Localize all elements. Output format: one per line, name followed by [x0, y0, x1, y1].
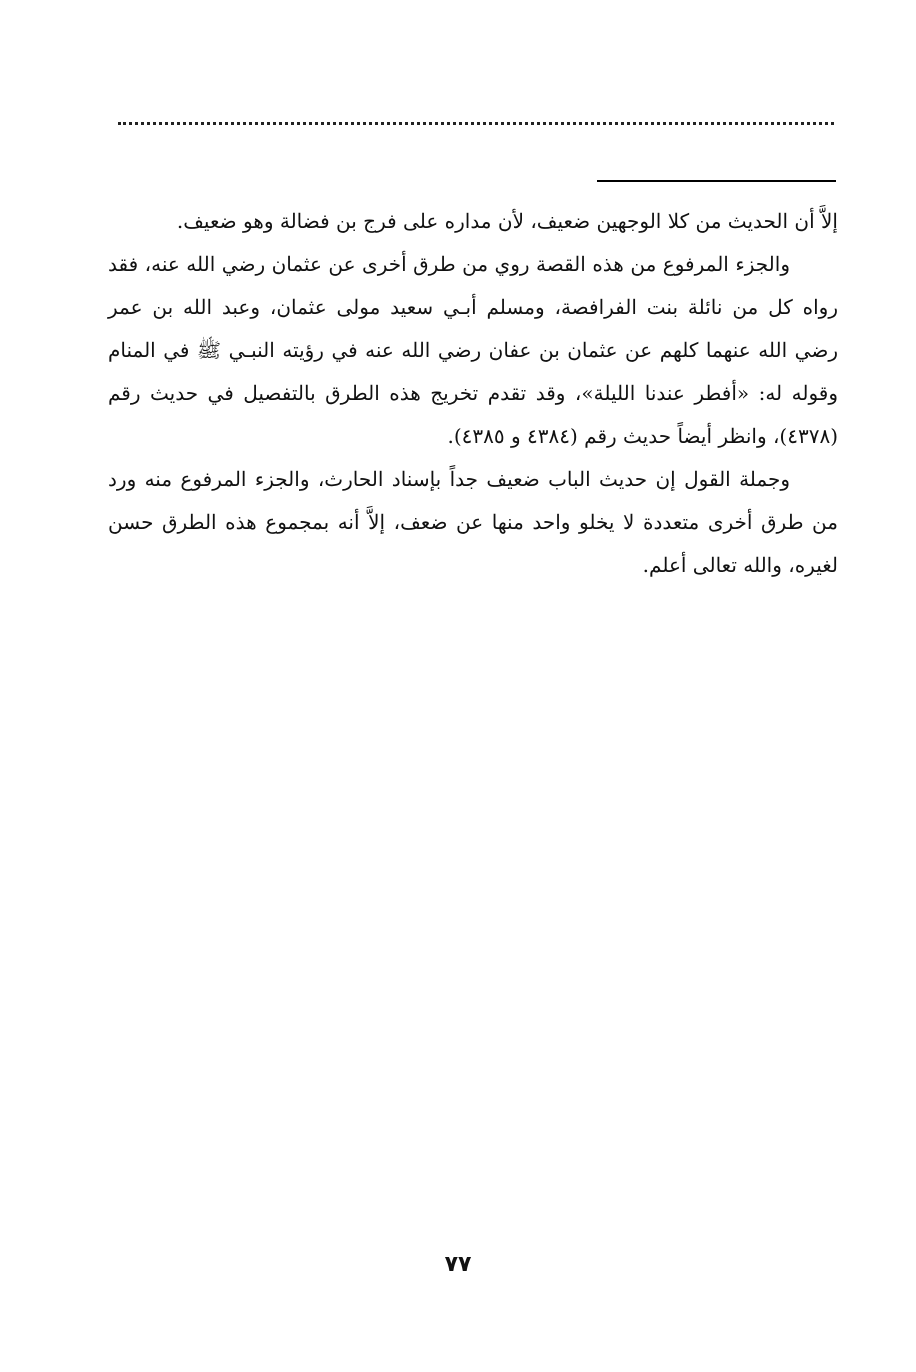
footnote-paragraph: إلاَّ أن الحديث من كلا الوجهين ضعيف، لأن مداره على فرج بن فضالة وهو ضعيف. — [176, 209, 838, 233]
footnote-text — [108, 200, 838, 587]
footnote-paragraph: والجزء المرفوع من هذه القصة روي من طرق أخرى عن عثمان رضي الله عنه، فقد رواه كل من نائلة بنت الفرافصة، ومسلم أبـي سعيد مولى عثمان، وعبد الله بن عمر رضي الله عنهما كلهم عن عثمان بن عفان رضي الله عنه في رؤيته النبـي ﷺ في المنام وقوله له: «أفطر عندنا الليلة»، وقد تقدم تخريج هذه الطرق بالتفصيل في حديث رقم (٤٣٧٨)، وانظر أيضاً حديث رقم (٤٣٨٤ و ٤٣٨٥). — [108, 252, 838, 448]
dotted-separator — [118, 122, 834, 125]
footnote-paragraph: وجملة القول إن حديث الباب ضعيف جداً بإسناد الحارث، والجزء المرفوع منه ورد من طرق أخرى متعددة لا يخلو واحد منها عن ضعف، إلاَّ أنه بمجموع هذه الطرق حسن لغيره، والله تعالى أعلم. — [108, 467, 838, 577]
page-number: ٧٧ — [444, 1252, 472, 1277]
footnote-rule — [597, 180, 836, 182]
